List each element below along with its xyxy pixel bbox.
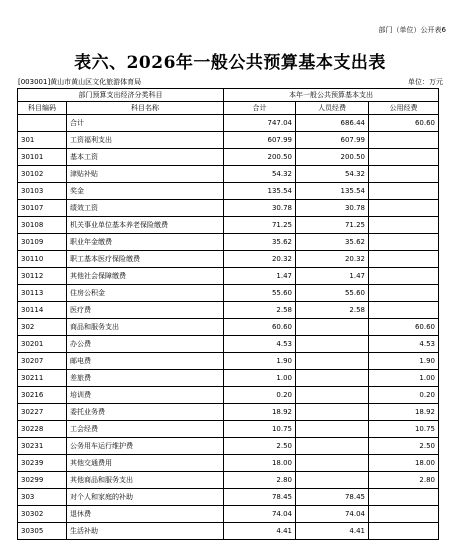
- cell-total: 0.20: [224, 387, 296, 404]
- cell-code: 30110: [18, 251, 67, 268]
- cell-personnel: 35.62: [296, 234, 369, 251]
- cell-total: 18.92: [224, 404, 296, 421]
- header-public: 公用经费: [369, 102, 439, 115]
- cell-personnel: [296, 319, 369, 336]
- cell-name: 机关事业单位基本养老保险缴费: [67, 217, 224, 234]
- cell-personnel: [296, 387, 369, 404]
- cell-personnel: [296, 421, 369, 438]
- cell-personnel: 55.60: [296, 285, 369, 302]
- cell-public: 0.20: [369, 387, 439, 404]
- table-row: [18, 421, 439, 438]
- cell-name: 合计: [67, 115, 224, 132]
- cell-code: 30113: [18, 285, 67, 302]
- cell-name: 其他商品和服务支出: [67, 472, 224, 489]
- cell-code: 30107: [18, 200, 67, 217]
- cell-personnel: 607.99: [296, 132, 369, 149]
- header-group-row: [18, 89, 439, 102]
- cell-code: 302: [18, 319, 67, 336]
- cell-name: 绩效工资: [67, 200, 224, 217]
- cell-code: 30211: [18, 370, 67, 387]
- cell-code: 30227: [18, 404, 67, 421]
- cell-name: 基本工资: [67, 149, 224, 166]
- organization-label: [003001]黄山市黄山区文化旅游体育局: [18, 78, 142, 86]
- cell-total: 71.25: [224, 217, 296, 234]
- cell-public: [369, 200, 439, 217]
- table-row: [18, 353, 439, 370]
- cell-total: 4.41: [224, 523, 296, 540]
- cell-personnel: 54.32: [296, 166, 369, 183]
- cell-personnel: 2.58: [296, 302, 369, 319]
- cell-public: 1.00: [369, 370, 439, 387]
- cell-code: 30201: [18, 336, 67, 353]
- cell-total: 2.50: [224, 438, 296, 455]
- cell-name: 公务用车运行维护费: [67, 438, 224, 455]
- cell-code: 30109: [18, 234, 67, 251]
- table-row: [18, 489, 439, 506]
- cell-public: [369, 217, 439, 234]
- table-row: [18, 285, 439, 302]
- cell-personnel: [296, 438, 369, 455]
- cell-code: 30231: [18, 438, 67, 455]
- cell-public: 10.75: [369, 421, 439, 438]
- cell-total: 20.32: [224, 251, 296, 268]
- cell-public: [369, 251, 439, 268]
- header-economic-category: 部门预算支出经济分类科目: [18, 89, 224, 102]
- cell-name: 工会经费: [67, 421, 224, 438]
- cell-personnel: 135.54: [296, 183, 369, 200]
- cell-total: 200.50: [224, 149, 296, 166]
- cell-public: 18.92: [369, 404, 439, 421]
- cell-total: 2.58: [224, 302, 296, 319]
- cell-code: 30228: [18, 421, 67, 438]
- cell-personnel: [296, 370, 369, 387]
- cell-code: 301: [18, 132, 67, 149]
- cell-public: 2.80: [369, 472, 439, 489]
- cell-total: 35.62: [224, 234, 296, 251]
- cell-public: 18.00: [369, 455, 439, 472]
- cell-total: 747.04: [224, 115, 296, 132]
- cell-personnel: [296, 404, 369, 421]
- cell-public: [369, 302, 439, 319]
- table-row: [18, 387, 439, 404]
- cell-total: 2.80: [224, 472, 296, 489]
- cell-total: 30.78: [224, 200, 296, 217]
- cell-public: 60.60: [369, 319, 439, 336]
- cell-total: 60.60: [224, 319, 296, 336]
- table-row: [18, 183, 439, 200]
- cell-personnel: 74.04: [296, 506, 369, 523]
- cell-public: [369, 489, 439, 506]
- cell-personnel: [296, 455, 369, 472]
- table-row: [18, 302, 439, 319]
- cell-public: [369, 149, 439, 166]
- cell-personnel: [296, 336, 369, 353]
- cell-code: 30239: [18, 455, 67, 472]
- table-row: [18, 523, 439, 540]
- cell-code: 30207: [18, 353, 67, 370]
- cell-name: 医疗费: [67, 302, 224, 319]
- cell-personnel: [296, 353, 369, 370]
- header-column-row: [18, 102, 439, 115]
- cell-total: 78.45: [224, 489, 296, 506]
- table-row: [18, 455, 439, 472]
- cell-name: 其他社会保障缴费: [67, 268, 224, 285]
- cell-code: 30103: [18, 183, 67, 200]
- cell-code: 30302: [18, 506, 67, 523]
- cell-code: 303: [18, 489, 67, 506]
- cell-public: [369, 506, 439, 523]
- table-row: [18, 166, 439, 183]
- cell-name: 培训费: [67, 387, 224, 404]
- cell-code: 30112: [18, 268, 67, 285]
- cell-name: 津贴补贴: [67, 166, 224, 183]
- cell-code: [18, 115, 67, 132]
- cell-name: 奖金: [67, 183, 224, 200]
- cell-code: 30305: [18, 523, 67, 540]
- cell-total: 1.47: [224, 268, 296, 285]
- cell-name: 其他交通费用: [67, 455, 224, 472]
- cell-public: [369, 183, 439, 200]
- cell-total: 1.00: [224, 370, 296, 387]
- cell-public: 4.53: [369, 336, 439, 353]
- cell-total: 135.54: [224, 183, 296, 200]
- cell-name: 生活补助: [67, 523, 224, 540]
- cell-total: 54.32: [224, 166, 296, 183]
- table-row: [18, 217, 439, 234]
- cell-name: 工资福利支出: [67, 132, 224, 149]
- cell-code: 30299: [18, 472, 67, 489]
- cell-personnel: 20.32: [296, 251, 369, 268]
- cell-public: [369, 268, 439, 285]
- cell-code: 30101: [18, 149, 67, 166]
- cell-total: 18.00: [224, 455, 296, 472]
- table-row: [18, 506, 439, 523]
- table-row: [18, 336, 439, 353]
- page-title: 表六、2026年一般公共预算基本支出表: [74, 53, 386, 73]
- table-row: [18, 438, 439, 455]
- cell-total: 4.53: [224, 336, 296, 353]
- cell-public: [369, 523, 439, 540]
- cell-name: 差旅费: [67, 370, 224, 387]
- cell-public: 1.90: [369, 353, 439, 370]
- budget-table: [17, 88, 439, 540]
- cell-total: 10.75: [224, 421, 296, 438]
- cell-personnel: [296, 472, 369, 489]
- cell-personnel: 30.78: [296, 200, 369, 217]
- cell-name: 商品和服务支出: [67, 319, 224, 336]
- cell-public: 2.50: [369, 438, 439, 455]
- header-name: 科目名称: [67, 102, 224, 115]
- table-row: [18, 370, 439, 387]
- cell-personnel: 71.25: [296, 217, 369, 234]
- table-row: [18, 251, 439, 268]
- cell-code: 30216: [18, 387, 67, 404]
- unit-label: 单位：万元: [408, 78, 443, 86]
- table-number-note: 部门（单位）公开表6: [378, 26, 446, 34]
- table-row: [18, 234, 439, 251]
- cell-name: 职业年金缴费: [67, 234, 224, 251]
- cell-name: 委托业务费: [67, 404, 224, 421]
- cell-total: 74.04: [224, 506, 296, 523]
- cell-public: [369, 234, 439, 251]
- table-row: [18, 115, 439, 132]
- cell-code: 30102: [18, 166, 67, 183]
- cell-public: [369, 166, 439, 183]
- cell-name: 住房公积金: [67, 285, 224, 302]
- cell-code: 30114: [18, 302, 67, 319]
- table-row: [18, 149, 439, 166]
- cell-code: 30108: [18, 217, 67, 234]
- cell-personnel: 200.50: [296, 149, 369, 166]
- table-row: [18, 404, 439, 421]
- cell-personnel: 78.45: [296, 489, 369, 506]
- cell-personnel: 4.41: [296, 523, 369, 540]
- cell-name: 邮电费: [67, 353, 224, 370]
- cell-public: [369, 285, 439, 302]
- cell-public: [369, 132, 439, 149]
- cell-name: 办公费: [67, 336, 224, 353]
- header-personnel: 人员经费: [296, 102, 369, 115]
- header-code: 科目编码: [18, 102, 67, 115]
- header-basic-expenditure: 本年一般公共预算基本支出: [224, 89, 439, 102]
- table-row: [18, 200, 439, 217]
- cell-total: 607.99: [224, 132, 296, 149]
- cell-total: 1.90: [224, 353, 296, 370]
- table-row: [18, 268, 439, 285]
- cell-personnel: 1.47: [296, 268, 369, 285]
- table-row: [18, 472, 439, 489]
- cell-name: 退休费: [67, 506, 224, 523]
- cell-personnel: 686.44: [296, 115, 369, 132]
- table-row: [18, 319, 439, 336]
- cell-public: 60.60: [369, 115, 439, 132]
- table-row: [18, 132, 439, 149]
- cell-total: 55.60: [224, 285, 296, 302]
- cell-name: 对个人和家庭的补助: [67, 489, 224, 506]
- cell-name: 职工基本医疗保险缴费: [67, 251, 224, 268]
- header-total: 合计: [224, 102, 296, 115]
